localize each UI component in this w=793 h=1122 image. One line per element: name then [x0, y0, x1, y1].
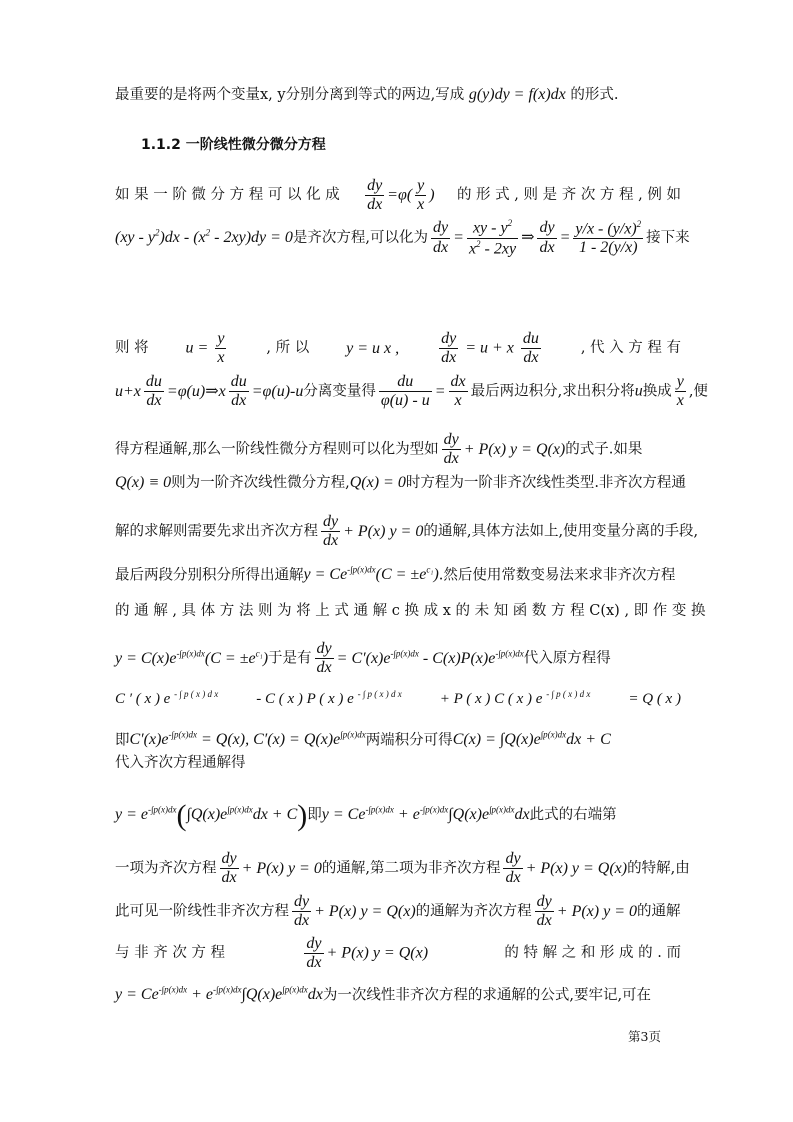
- line7-text-b: 的式子.如果: [565, 441, 643, 458]
- text-line-18: [115, 893, 681, 931]
- formula-variation-substitution: $y = C(x)e^{-\int p(x)dx}(C = \pm e^{c_1})$: [115, 648, 269, 667]
- line14-text-b: 两端积分可得: [365, 732, 453, 749]
- line5-text-c: , 代 入 方 程 有: [580, 339, 681, 356]
- line8-text-b: 时方程为一阶非齐次线性类型.非齐次方程通: [405, 475, 686, 491]
- formula-dy-dx-sub: $\frac{dy}{dx}$ = u + x $\frac{du}{dx}$: [441, 330, 539, 367]
- text-line-6: [115, 373, 708, 411]
- formula-substituted-equation: C ′ ( x ) e $^{- \int p ( x ) d x}$ - C ( x ) P ( x ) e $^{- \int p ( x ) d x}$ + P ( x ) C ( x ) e $^{- \int p ( x ) d x}$ = Q ( x ): [115, 689, 681, 707]
- text-line-15: [115, 756, 681, 772]
- line17-text-c: 的特解,由: [627, 860, 690, 877]
- formula-nonhomogeneous-eq-2: $\frac{dy}{dx}$ + P(x) y = Q(x): [294, 893, 416, 930]
- line10-text-a: 最后两段分别积分所得出通解: [115, 567, 304, 584]
- symbol-u: u: [634, 382, 643, 400]
- formula-general-solution-final: $y = Ce^{-\int p(x)dx} + e^{-\int p(x)dx}\int Q(x)e^{\int p(x)dx}dx$: [115, 985, 323, 1004]
- line6-text-d: ,便: [688, 383, 708, 400]
- text-line-3: [115, 177, 681, 215]
- line9-text-b: 的通解,具体方法如上,使用变量分离的手段,: [423, 523, 699, 540]
- formula-nonhomogeneous-eq: $\frac{dy}{dx}$ + P(x) y = Q(x): [505, 850, 628, 887]
- line16-text-a: 即: [307, 807, 322, 824]
- text-line-1: [115, 86, 681, 104]
- text-line-19: [115, 935, 681, 973]
- text-line-14: [115, 731, 681, 749]
- formula-y-over-x: $\frac{y}{x}$: [676, 373, 684, 410]
- line4-text-a: 是齐次方程,可以化为: [292, 229, 429, 246]
- formula-general-solution-a: $y = e^{-\int p(x)dx}(\int Q(x)e^{\int p(x)dx}dx + C)$: [115, 799, 308, 832]
- formula-linear-form: $\frac{dy}{dx}$ + P(x) y = Q(x): [443, 431, 566, 468]
- formula-y-ux: y = u x ,: [346, 340, 400, 358]
- formula-example-equation: $(xy - y^2)dx - (x^2 - 2xy)dy = 0$: [115, 227, 293, 246]
- line18-text-a: 此可见一阶线性非齐次方程: [115, 903, 289, 920]
- text-line-8: [115, 474, 686, 492]
- line19-text-a: 与 非 齐 次 方 程: [115, 944, 226, 961]
- formula-homogeneous-eq: $\frac{dy}{dx}$ + P(x) y = 0: [221, 850, 322, 887]
- line20-text: 为一次线性非齐次方程的求通解的公式,要牢记,可在: [322, 987, 652, 1004]
- line10-text-b: .然后使用常数变易法来求非齐次方程: [438, 567, 676, 584]
- line12-text-b: 代入原方程得: [523, 650, 611, 667]
- line5-text-a: 则 将: [115, 339, 149, 356]
- formula-general-solution-b: $y = Ce^{-\int p(x)dx} + e^{-\int p(x)dx}\int Q(x)e^{\int p(x)dx}dx$: [321, 804, 530, 824]
- formula-example-rewritten: $\frac{dy}{dx}$ = $\frac{xy - y^2}{x^2 - 2xy}$ ⇒ $\frac{dy}{dx}$ = $\frac{y/x - (y/x)^2}{1 - 2(y/x)}$: [433, 218, 642, 258]
- formula-c-integral: $C(x) = \int Q(x)e^{\int p(x)dx}dx + C$: [452, 730, 611, 749]
- formula-homogeneous-eq-2: $\frac{dy}{dx}$ + P(x) y = 0: [536, 893, 637, 930]
- text-line-12: [115, 640, 681, 678]
- formula-q-identically-zero: Q(x) ≡ 0: [115, 474, 172, 491]
- line14-text-a: 即: [115, 732, 130, 749]
- line18-text-c: 的通解: [637, 903, 681, 920]
- line6-text-c: 换成: [642, 383, 672, 400]
- line19-text-b: 的 特 解 之 和 形 成 的 . 而: [504, 944, 681, 961]
- formula-separated: $\frac{du}{\varphi(u) - u}$ = $\frac{dx}{x}$: [380, 373, 466, 410]
- line4-text-b: 接下来: [646, 229, 690, 246]
- formula-u-equation: u+x $\frac{du}{dx}$ =φ(u)⇒x $\frac{du}{dx}$ =φ(u)-u: [115, 373, 304, 410]
- text-line-16: [115, 799, 681, 832]
- formula-derivative: $\frac{dy}{dx}$ = $C'(x)e^{-\int p(x)dx} - C(x)P(x)e^{-\int p(x)dx}$: [316, 640, 524, 677]
- line3-text-b: 的 形 式 , 则 是 齐 次 方 程 , 例 如: [456, 186, 681, 203]
- line6-text-a: 分离变量得: [303, 383, 376, 400]
- line18-text-b: 的通解为齐次方程: [415, 903, 532, 920]
- section-heading: 1.1.2 一阶线性微分微分方程: [141, 137, 326, 153]
- line6-text-b: 最后两边积分,求出积分将: [470, 383, 635, 400]
- line5-text-b: , 所 以: [266, 339, 310, 356]
- line9-text-a: 解的求解则需要先求出齐次方程: [115, 523, 318, 540]
- text-line-17: [115, 850, 690, 888]
- line15-text: 代入齐次方程通解得: [115, 755, 246, 771]
- line17-text-a: 一项为齐次方程: [115, 860, 217, 877]
- text-line-9: [115, 513, 699, 551]
- formula-separation: g(y)dy = f(x)dx: [468, 86, 566, 103]
- page-number: 第3页: [628, 1029, 661, 1044]
- formula-general-homogeneous-solution: $y = Ce^{-\int p(x)dx}(C = \pm e^{c_1})$: [303, 565, 439, 584]
- text-line-4: [115, 218, 690, 258]
- text-line-11: [115, 603, 706, 620]
- formula-homogeneous-form: $\frac{dy}{dx}$ =φ( $\frac{y}{x}$ ): [367, 177, 435, 214]
- line7-text-a: 得方程通解,那么一阶线性微分方程则可以化为型如: [115, 441, 439, 458]
- text-line-5: [115, 330, 681, 368]
- text-line-20: [115, 986, 681, 1004]
- line1-text: 最重要的是将两个变量x, y分别分离到等式的两边,写成: [115, 87, 465, 103]
- formula-q-nonzero: Q(x) = 0: [349, 474, 406, 491]
- line3-text-a: 如 果 一 阶 微 分 方 程 可 以 化 成: [115, 186, 340, 203]
- text-line-7: [115, 431, 681, 469]
- line11-text: 的 通 解 , 具 体 方 法 则 为 将 上 式 通 解 c 换 成 x 的 未 知 函 数 方 程 C(x) , 即 作 变 换: [115, 603, 706, 619]
- text-line-10: [115, 566, 681, 584]
- line1-end: 的形式.: [570, 87, 619, 103]
- formula-c-prime: $C'(x)e^{-\int p(x)dx} = Q(x)$, $C'(x) = Q(x)e^{\int p(x)dx}$: [129, 730, 366, 749]
- line8-text-a: 则为一阶齐次线性微分方程,: [171, 475, 350, 491]
- line16-text-b: 此式的右端第: [529, 807, 617, 824]
- formula-nonhomogeneous-eq-3: $\frac{dy}{dx}$ + P(x) y = Q(x): [306, 935, 429, 972]
- formula-homogeneous-linear: $\frac{dy}{dx}$ + P(x) y = 0: [323, 513, 424, 550]
- line17-text-b: 的通解,第二项为非齐次方程: [321, 860, 501, 877]
- formula-u-sub: u = $\frac{y}{x}$: [185, 330, 225, 367]
- line12-text-a: 于是有: [268, 650, 312, 667]
